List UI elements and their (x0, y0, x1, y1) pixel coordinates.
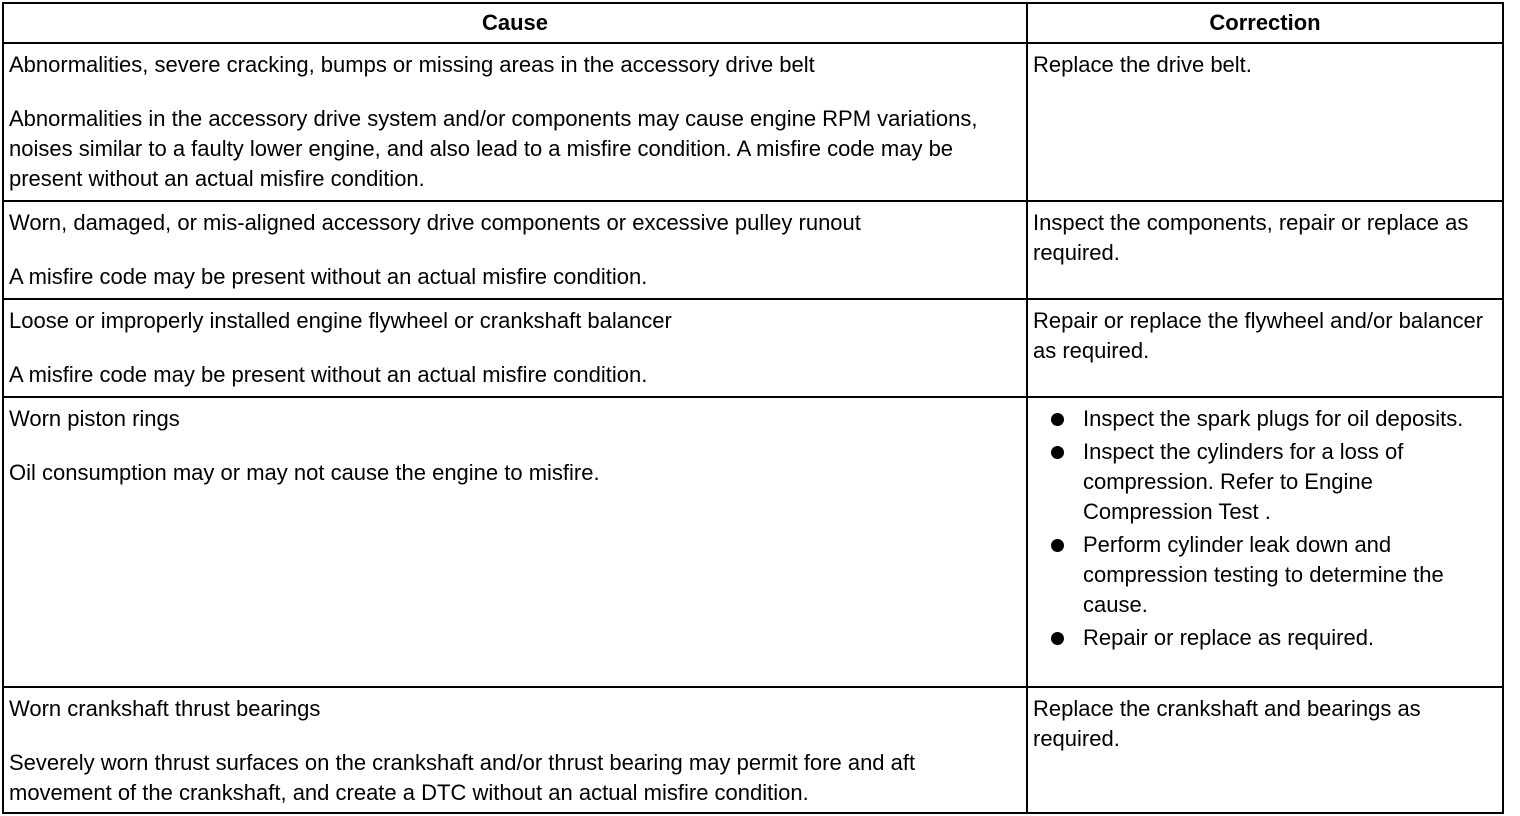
correction-cell: Replace the drive belt. (1027, 43, 1503, 201)
bullet-icon (1051, 632, 1064, 645)
diagnostic-table (2, 2, 1504, 814)
table-row (3, 43, 1503, 201)
cause-title: Worn piston rings (9, 406, 180, 431)
cause-cell (3, 397, 1027, 687)
cause-title: Loose or improperly installed engine flywheel or crankshaft balancer (9, 308, 672, 333)
list-item (1049, 404, 1496, 434)
correction-cell: Repair or replace the flywheel and/or balancer as required. (1027, 299, 1503, 397)
table-row (3, 299, 1503, 397)
correction-cell: Inspect the components, repair or replace as required. (1027, 201, 1503, 299)
cause-cell (3, 299, 1027, 397)
list-item (1049, 530, 1496, 620)
header-cause: Cause (3, 3, 1027, 43)
cause-title: Abnormalities, severe cracking, bumps or missing areas in the accessory drive belt (9, 52, 815, 77)
bullet-icon (1051, 413, 1064, 426)
header-row (3, 3, 1503, 43)
cause-detail: A misfire code may be present without an actual misfire condition. (9, 264, 648, 289)
cause-title: Worn, damaged, or mis-aligned accessory drive components or excessive pulley runout (9, 210, 861, 235)
list-item-text: Inspect the spark plugs for oil deposits. (1083, 406, 1464, 431)
list-item (1049, 437, 1496, 527)
table-row (3, 397, 1503, 687)
cause-detail: A misfire code may be present without an actual misfire condition. (9, 362, 648, 387)
header-correction: Correction (1027, 3, 1503, 43)
table-row (3, 201, 1503, 299)
correction-cell (1027, 397, 1503, 687)
cause-cell (3, 43, 1027, 201)
cause-detail: Severely worn thrust surfaces on the crankshaft and/or thrust bearing may permit fore and aft movement of the crankshaft, and create a DTC without an actual misfire condition. (9, 750, 916, 805)
cause-cell (3, 201, 1027, 299)
bullet-icon (1051, 446, 1064, 459)
cause-title: Worn crankshaft thrust bearings (9, 696, 321, 721)
list-item-text: Perform cylinder leak down and compression testing to determine the cause. (1083, 532, 1444, 617)
list-item (1049, 623, 1496, 653)
cause-detail: Abnormalities in the accessory drive system and/or components may cause engine RPM variations, noises similar to a faulty lower engine, and also lead to a misfire condition. A misfire code may be present without an actual misfire condition. (9, 106, 978, 191)
bullet-icon (1051, 539, 1064, 552)
correction-list (1033, 404, 1496, 653)
list-item-text: Repair or replace as required. (1083, 625, 1375, 650)
cause-detail: Oil consumption may or may not cause the engine to misfire. (9, 460, 600, 485)
correction-cell: Replace the crankshaft and bearings as required. (1027, 687, 1503, 813)
list-item-text: Inspect the cylinders for a loss of compression. Refer to Engine Compression Test . (1083, 439, 1404, 524)
cause-cell (3, 687, 1027, 813)
table-row (3, 687, 1503, 813)
